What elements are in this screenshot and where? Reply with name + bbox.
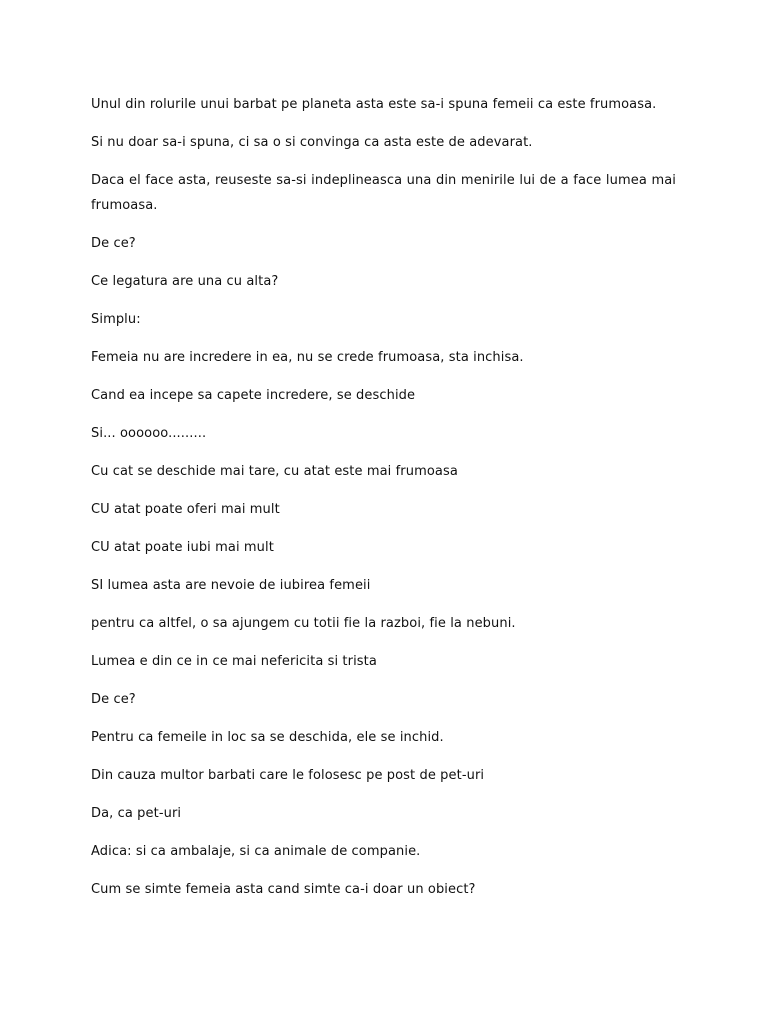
- paragraph-8: Cand ea incepe sa capete incredere, se deschide: [91, 388, 416, 403]
- paragraph-5: Ce legatura are una cu alta?: [91, 274, 279, 289]
- paragraph-21: Cum se simte femeia asta cand simte ca-i doar un obiect?: [91, 882, 476, 897]
- paragraph-10: Cu cat se deschide mai tare, cu atat este mai frumoasa: [91, 464, 458, 479]
- paragraph-11: CU atat poate oferi mai mult: [91, 502, 280, 517]
- paragraph-2: Si nu doar sa-i spuna, ci sa o si convinga ca asta este de adevarat.: [91, 135, 533, 150]
- paragraph-3: Daca el face asta, reuseste sa-si indeplineasca una din menirile lui de a face lumea mai frumoasa.: [91, 173, 676, 213]
- paragraph-6: Simplu:: [91, 312, 141, 327]
- paragraph-15: Lumea e din ce in ce mai nefericita si trista: [91, 654, 377, 669]
- paragraph-17: Pentru ca femeile in loc sa se deschida, ele se inchid.: [91, 730, 444, 745]
- paragraph-4: De ce?: [91, 236, 136, 251]
- paragraph-1: Unul din rolurile unui barbat pe planeta asta este sa-i spuna femeii ca este frumoasa.: [91, 97, 657, 112]
- paragraph-20: Adica: si ca ambalaje, si ca animale de companie.: [91, 844, 421, 859]
- paragraph-16: De ce?: [91, 692, 136, 707]
- paragraph-13: SI lumea asta are nevoie de iubirea femeii: [91, 578, 371, 593]
- document-body: [91, 92, 676, 915]
- paragraph-14: pentru ca altfel, o sa ajungem cu totii fie la razboi, fie la nebuni.: [91, 616, 516, 631]
- paragraph-19: Da, ca pet-uri: [91, 806, 182, 821]
- paragraph-18: Din cauza multor barbati care le folosesc pe post de pet-uri: [91, 768, 485, 783]
- paragraph-9: Si... oooooo.........: [91, 426, 207, 441]
- paragraph-12: CU atat poate iubi mai mult: [91, 540, 274, 555]
- paragraph-7: Femeia nu are incredere in ea, nu se crede frumoasa, sta inchisa.: [91, 350, 524, 365]
